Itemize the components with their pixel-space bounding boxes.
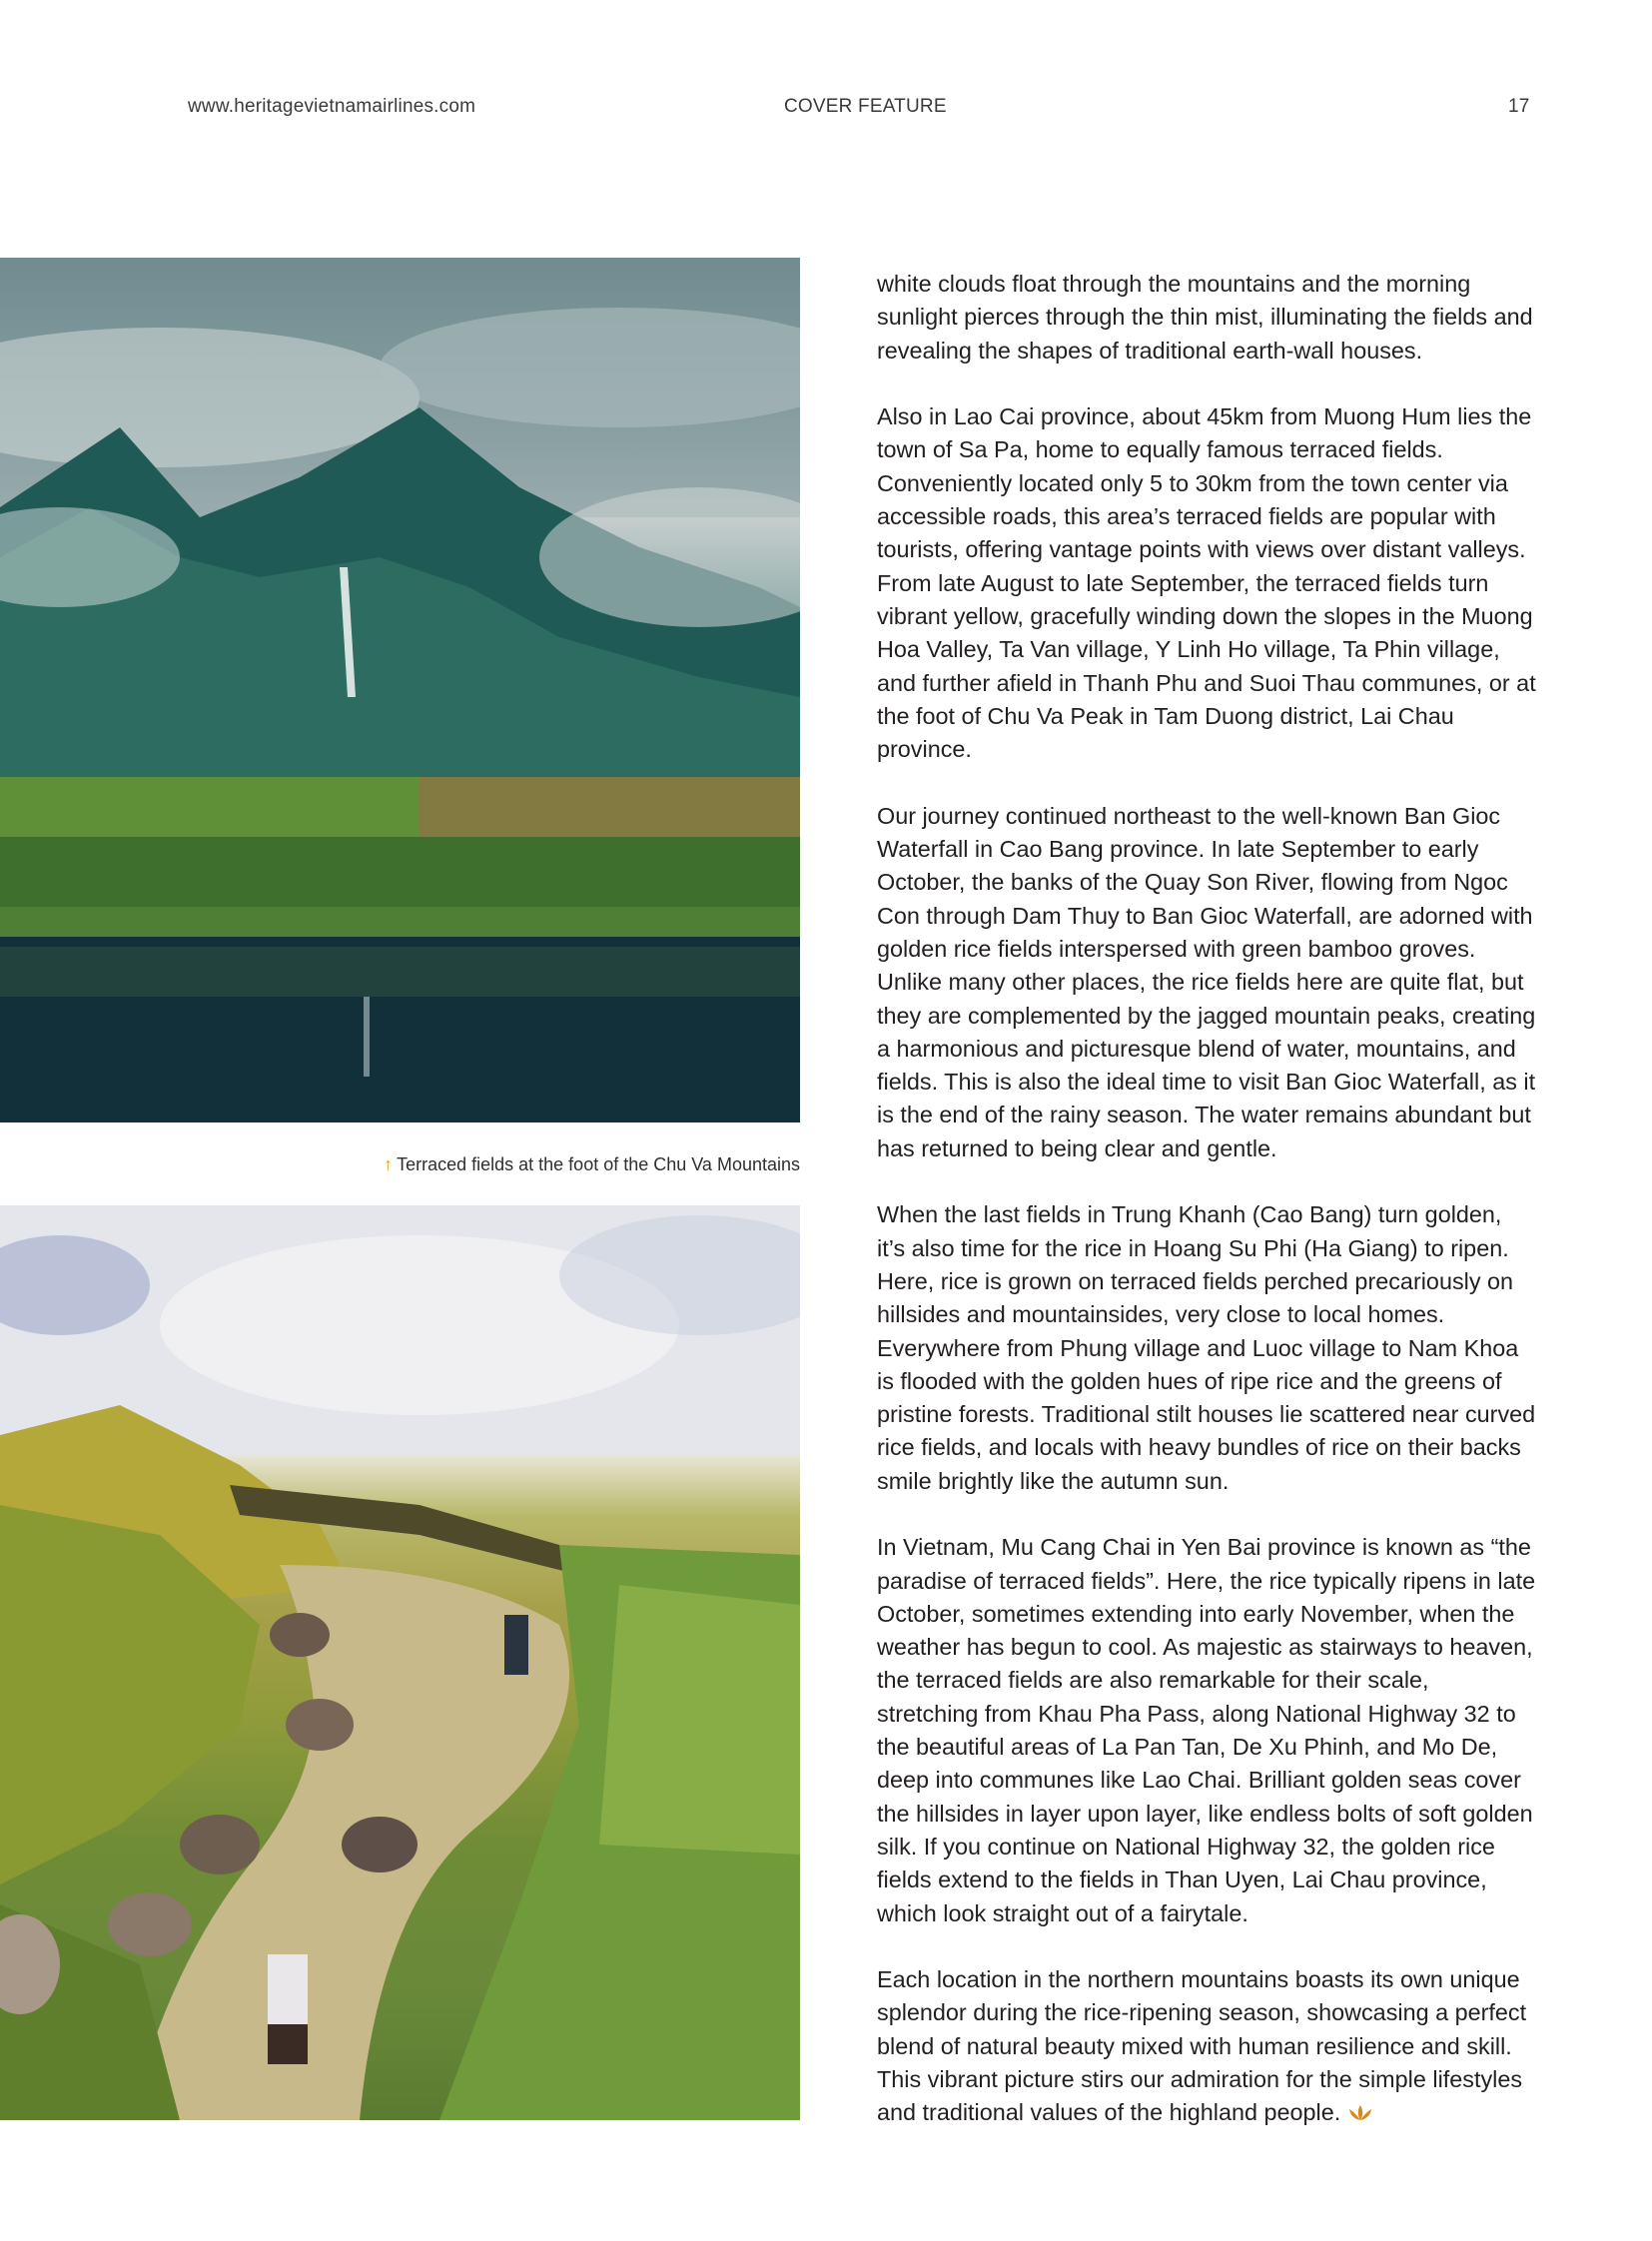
article-paragraph: In Vietnam, Mu Cang Chai in Yen Bai province is known as “the paradise of terraced fields”. Here, the rice typically ripens in late October, sometimes extending into early November, when the weather has begun to cool. As majestic as stairways to heaven, the terraced fields are also remarkable for their scale, stretching from Khau Pha Pass, along National Highway 32 to the beautiful areas of La Pan Tan, De Xu Phinh, and Mo De, deep into communes like Lao Chai. Brilliant golden seas cover the hillsides in layer upon layer, like endless bolts of soft golden silk. If you continue on National Highway 32, the golden rice fields extend to the fields in Than Uyen, Lai Chau province, which look straight out of a fairytale. [877,1534,1536,1926]
article-paragraph-text: Each location in the northern mountains boasts its own unique splendor during the rice-ripening season, showcasing a perfect blend of natural beauty mixed with human resilience and skill. This vibrant picture stirs our admiration for the simple lifestyles and traditional values of the highland people. [877,1966,1527,2126]
article-paragraph: Also in Lao Cai province, about 45km from Muong Hum lies the town of Sa Pa, home to equally famous terraced fields. Conveniently located only 5 to 30km from the town center via accessible roads, this area’s terraced fields are popular with tourists, offering vantage points with views over distant valleys. From late August to late September, the terraced fields turn vibrant yellow, gracefully winding down the slopes in the Muong Hoa Valley, Ta Van village, Y Linh Ho village, Ta Phin village, and further afield in Thanh Phu and Suoi Thau communes, or at the foot of Chu Va Peak in Tam Duong district, Lai Chau province. [877,403,1536,763]
article-paragraph-last [877,1963,1536,2129]
article-paragraph: white clouds float through the mountains and the morning sunlight pierces through the thin mist, illuminating the fields and revealing the shapes of traditional earth-wall houses. [877,271,1533,364]
article-body [877,268,1536,2163]
section-label: COVER FEATURE [784,96,947,117]
website-url: www.heritagevietnamairlines.com [188,96,476,117]
mountain-lake-photo [0,258,800,1122]
lotus-icon [1346,2099,1374,2125]
photo-caption [384,1154,800,1175]
article-paragraph: Our journey continued northeast to the well-known Ban Gioc Waterfall in Cao Bang province. In late September to early October, the banks of the Quay Son River, flowing from Ngoc Con through Dam Thuy to Ban Gioc Waterfall, are adorned with golden rice fields interspersed with green bamboo groves. Unlike many other places, the rice fields here are quite flat, but they are complemented by the jagged mountain peaks, creating a harmonious and picturesque blend of water, mountains, and fields. This is also the ideal time to visit Ban Gioc Waterfall, as it is the end of the rainy season. The water remains abundant but has returned to being clear and gentle. [877,802,1536,1161]
arrow-up-icon: ↑ [384,1154,394,1174]
page-number: 17 [1508,96,1530,117]
article-paragraph: When the last fields in Trung Khanh (Cao Bang) turn golden, it’s also time for the rice in Hoang Su Phi (Ha Giang) to ripen. Here, rice is grown on terraced fields perched precariously on hillsides and mountainsides, very close to local homes. Everywhere from Phung village and Luoc village to Nam Khoa is flooded with the golden hues of ripe rice and the greens of pristine forests. Traditional stilt houses lie scattered near curved rice fields, and locals with heavy bundles of rice on their backs smile brightly like the autumn sun. [877,1201,1536,1494]
caption-text: Terraced fields at the foot of the Chu Va Mountains [397,1154,800,1174]
buffalo-path-photo [0,1205,800,2120]
